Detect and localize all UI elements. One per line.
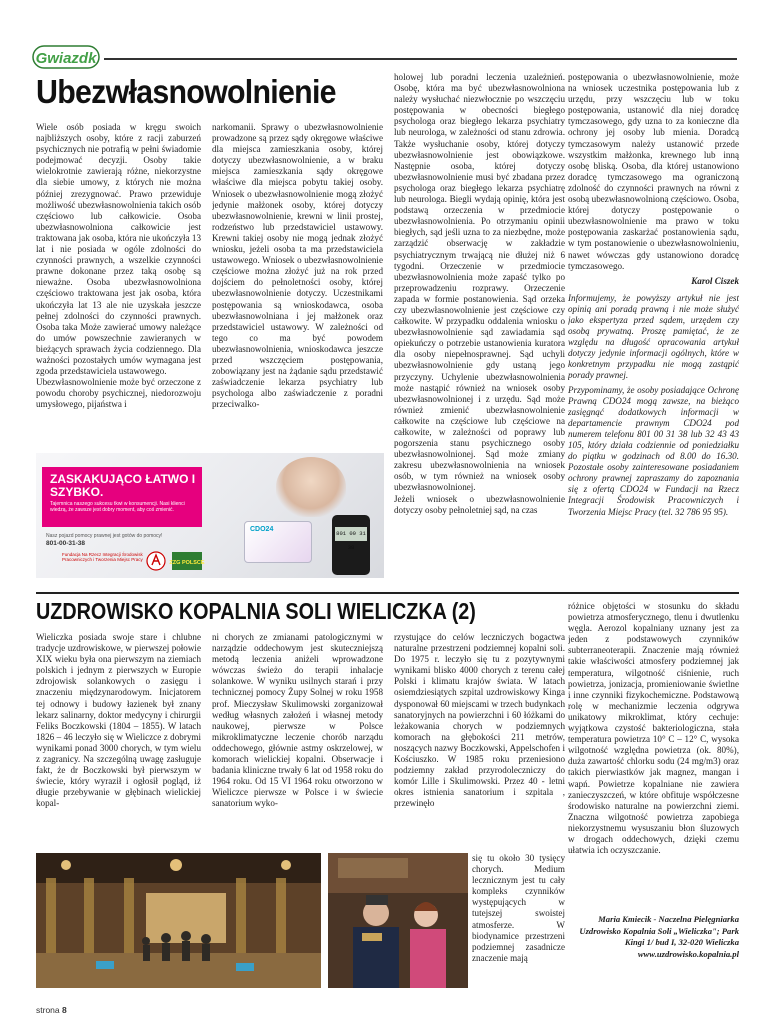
article2-title: UZDROWISKO KOPALNIA SOLI WIELICZKA (2) xyxy=(36,598,476,624)
article2-paragraph-4: się tu około 30 tysięcy chorych. Medium lecznicznym jest tu cały kompleks czynników występujących w tutejszej swoistej atmosferze. W biodynamice przestrzeni podziemnej zasadnicze znaczenie mają xyxy=(472,853,565,963)
signature-line-1: Maria Kmiecik - Naczelna Pielęgniarka xyxy=(598,914,739,924)
signature-line-3: Kingi 1/ bud I, 32-020 Wieliczka xyxy=(624,937,739,947)
signature-line-2: Uzdrowisko Kopalnia Soli „Wieliczka"; Park xyxy=(579,925,739,936)
section-divider xyxy=(36,592,739,594)
page-footer xyxy=(36,1005,67,1015)
article2-paragraph-3: rzystujące do celów leczniczych bogactwa naturalne przestrzeni podziemnej kopalni soli. Do 1975 r. leczyło się tu z pozytywnymi wynikami blisko 4000 chorych z terenu całej Polski i klimatu krajów świata. W latach osiemdziesiątych szpital uzdrowiskowy Kinga dysponował 60 miejscami w trzech budynkach sanatoryjnych na powierzchni i 60 łóżkami do leżakowania chorych w podziemnych komorach na głębokości 211 metrów, noszących nazwy Boczkowski, Appelschofen i Kościuszko. W 1985 roku przeniesiono podziemny zakład przyrodoleczniczy do komór Lille i Skulimowski. Przez 40 - letni okres istnienia sanatorium i szpitala , przewinęło xyxy=(394,632,565,809)
article-title: Ubezwłasnowolnienie xyxy=(36,73,336,110)
salt-mine-chamber-photo xyxy=(36,853,321,988)
article2-paragraph-2: ni chorych ze zmianami patologicznymi w narządzie oddechowym jest skuteczniejszą metodą leczenia aniżeli wprowadzone wówczas świeżo do terapii inhalacje solankowe. W wyniku usilnych starań i przy technicznej pomocy Żupy Solnej w roku 1958 prof. Mieczysław Skulimowski zorganizował według własnych założeń i własnej metody naukowej, pierwsze w Polsce mikroklimatyczne leczenie chorób narządu oddechowego, głównie astmy oskrzelowej, w komorach wielickiej kopalni. Obserwacje i badania kliniczne trwały 6 lat od 1958 roku do 1964 roku. Od 15 VI 1964 roku otworzono w Wieliczce pierwsze w Polsce i w świecie sanatorium wyko- xyxy=(212,632,383,809)
cdo24-card-image xyxy=(244,521,312,563)
article1-paragraph-1: Wiele osób posiada w kręgu swoich najbliższych osoby, które z racji zaburzeń psychicznych nie potrafią w pełni świadomie podejmować decyzji. Osoby takie wielokrotnie zawierają różne, niekorzystne dla siebie umowy, z których nie można później zrezygnować. Prawo przewiduje możliwość ubezwłasnowolnienia takich osób częściowo lub całkowicie. Osoba ubezwłasnowolniona całkowicie jest traktowana jak osoba, która nie ukończyła 13 lat i nie posiada w ogóle zdolności do czynności prawnych, a wszelkie czynności prawne dokonane przez taką osobę są nieważne. Osoba ubezwłasnowolniona częściowo traktowana jest jak osoba, która ukończyła lat 13 ale nie uzyskała jeszcze pełnej zdolności do czynności prawnych. Osoba taka Może zawierać umowy należące do umów powszechnie zawieranych w bieżących sprawach życia codziennego. Dla ważności pozostałych umów wymagana jest zgoda przedstawiciela ustawowego. xyxy=(36,122,201,377)
article2-column-2 xyxy=(212,632,383,850)
article1-author: Karol Ciszek xyxy=(691,275,739,286)
chamber-illustration xyxy=(36,853,321,988)
ad-help-text: Nasz pojazd pomocy prawnej jest gotów do pomocy! xyxy=(46,533,163,539)
article2-signature xyxy=(568,914,739,966)
article2-column-3b xyxy=(472,853,565,988)
article1-column-4 xyxy=(568,72,739,584)
ad-headline-box xyxy=(42,467,202,527)
article1-paragraph-5: Jeżeli wniosek o ubezwłasnowolnienie dotyczy osoby pełnoletniej sąd, na czas xyxy=(394,493,565,515)
legal-reminder: Przypominamy, że osoby posiadające Ochronę Prawną CDO24 mogą zawsze, na bieżąco zasięgnąć dodatkowych informacji w departamencie prawnym CDO24 pod numerem telefonu 801 00 31 38 lub 32 43 43 105, który działa codziennie od poniedziałku do piątku w godzinach od 8.00 do 16.30. Pozostałe osoby zainteresowane posiadaniem ochrony prawnej zapraszamy do zapoznania się z ofertą CDO24 w Fundacji na Rzecz Integracji Środowisk Pracowniczych i Tworzenia Miejsc Pracy (tel. 32 786 95 95). xyxy=(568,384,739,517)
ad-partner-logos xyxy=(146,549,206,573)
article1-paragraph-4: holowej lub poradni leczenia uzależnień. Osobę, która ma być ubezwłasnowolniona należy wysłuchać niezwłocznie po wszczęciu postępowania w obecności biegłego psychologa oraz biegłego lekarza psychiatry lub neurologa, w zależności od stanu zdrowia. Także wysłuchanie osoby, której dotyczy ubezwłasnowolnienie jest obowiązkowe. Następnie osoba, której dotyczy ubezwłasnowolnienie musi być zbadana przez psychologa oraz biegłego lekarza psychiatrę lub neurologa. Biegli wydają opinię, która jest podstawą orzeczenia w przedmiocie ubezwłasnowolnienia. Po otrzymaniu opinii biegłych, sąd jeśli uzna to za niezbędne, może zarządzić obserwację w zakładzie psychiatrycznym trwającą nie dłużej niż 6 tygodni. Orzeczenie w przedmiocie ubezwłasnowolnienia może zapaść tylko po przeprowadzeniu rozprawy. Orzeczenie zapada w formie postanowienia. Sąd orzeka czy ubezwłasnowolnienie jest częściowe czy całkowite. W przypadku oddalenia wniosku o ubezwłasnowolnienie sąd zawiadamia sąd opiekuńczy o potrzebie ustanowienia kuratora dla osoby niepełnosprawnej. Sąd uchyli ubezwłasnowolnienie gdy ustaną jego przyczyny. Uchylenie ubezwłasnowolnienia może nastąpić również na wniosek osoby ubezwłasnowolnionej i z urzędu. Sąd może również zmienić ubezwłasnowolnienie całkowite na częściowe lub częściowe na całkowite, w zależności od poprawy lub pogorszenia stanu psychicznego osoby ubezwłasnowolnionej. Sąd może zmiany zakresu ubezwłasnowolnienia na wniosek osób, w tym również na wniosek osoby ubezwłasnowolnionej. xyxy=(394,72,565,493)
article2-paragraph-5: różnice objętości w stosunku do składu powietrza atmosferycznego, tlenu i dwutlenku węgla. Aerozol kopalniany uznany jest za jeden z podstawowych czynników subterraneoterapii. Znaczenie mają również takie właściwości atmosfery podziemnej jak temperatura, wilgotność ciśnienie, ruch powietrza, jonizacja, promieniowanie świetlne i inne czynniki fizykochemiczne. Podstawową rolę w mechanizmie leczenia odgrywa unikatowy mikroklimat, który cechuje: wyjątkowa czystość bakteriologiczna, stała temperatura powietrza 10° C – 12° C, wysoka wilgotność względna powietrza (ok. 80%), duża zawartość chlorku sodu (24 mg/m3) oraz takich pierwiastków jak magnez, mangan i wapń. Powietrze kopalniane nie zawiera zanieczyszczeń, w które obfituje współczesne środowisko naturalne na powierzchni ziemi. Znaczna wilgotność powietrza zapobiega niekorzystnemu wysuszaniu błon śluzowych w drogach oddechowych, dzięki czemu ułatwia ich oczyszczanie. xyxy=(568,601,739,856)
article2-paragraph-1: Wieliczka posiada swoje stare i chlubne tradycje uzdrowiskowe, w pierwszej połowie XIX wieku była ona pierwszym na ziemiach polskich i jednym z pierwszych w Europie zdrojowisk solankowych o zasięgu i znaczeniu międzynarodowym. Inicjatorem tej odnowy i budowy łazienek był znany lekarz salinarny, doktor medycyny i chirurgii Feliks Boczkowski (1804 – 1855). W latach 1826 – 46 leczyło się w Wieliczce z dobrymi wynikami ponad 3000 chorych, w tym wielu z zagranicy. Na szczególną uwagę zasługuje fakt, że dr Boczkowski był pierwszym w świecie, który wyraził i ogłosił pogląd, iż długie przebywanie w głębinach wielickiej kopal- xyxy=(36,632,201,809)
ad-headline: ZASKAKUJĄCO ŁATWO I SZYBKO. xyxy=(50,472,196,499)
article1-paragraph-6: postępowania o ubezwłasnowolnienie, może na wniosek uczestnika postępowania lub z urzędu, przy wszczęciu lub w toku postępowania, ustanowić dla niej doradcę tymczasowego, gdy uzna to za konieczne dla ochrony jej osoby lub mienia. Doradcą tymczasowym należy ustanowić przede wszystkim małżonka, krewnego lub inną osobę bliską. Osoba, dla której ustanowiono doradcę tymczasowego ma ograniczoną zdolność do czynności prawnych na równi z osobą ubezwłasnowolnioną częściowo. Osoba, której dotyczy postępowanie o ubezwłasnowolnienie ma prawo w toku postępowania zaskarżać postanowienia sądu, w tym postanowienie o ubezwłasnowolnieniu, nawet wówczas gdy ustanowiono doradcę tymczasowego. xyxy=(568,72,739,271)
magazine-logo xyxy=(32,42,100,72)
article1-column-2 xyxy=(212,122,383,450)
page-number: 8 xyxy=(62,1005,67,1015)
article1-paragraph-2: Ubezwłasnowolnienie może być orzeczone z powodu choroby psychicznej, niedorozwoju umysłowego, pijaństwa i xyxy=(36,377,201,410)
footer-label: strona xyxy=(36,1005,60,1015)
miners-illustration xyxy=(328,853,468,988)
legal-disclaimer: Informujemy, że powyższy artykuł nie jest opinią ani poradą prawną i nie może służyć jako ekspertyza przed sądem, urzędem czy osobą prywatną. Proszę pamiętać, że ze względu na długość opracowania artykuł dotyczy jedynie informacji ogólnych, które w konkretnym przypadku nie mogą zastąpić porady prawnej. xyxy=(568,292,739,381)
signature-line-4: www.uzdrowisko.kopalnia.pl xyxy=(637,948,739,959)
cdo24-advertisement xyxy=(36,453,384,578)
phone-display: 801 00 31 38 xyxy=(335,527,367,541)
ad-phone-number: 801-00-31-38 xyxy=(46,540,86,547)
ad-foundation-name: Fundacja Na Rzecz Integracji Środowisk Pracowniczych i Tworzenia Miejsc Pracy xyxy=(62,552,143,562)
ad-subtext: Tajemnica naszego sukcesu tkwi w konsumencji. Nasi klienci wiedzą, że zawsze jest dobry moment, aby coś zmienić. xyxy=(50,501,185,513)
ad-logo-badge: ZZG POLSCE xyxy=(169,560,205,566)
ad-person-image xyxy=(276,457,346,517)
header-rule xyxy=(104,58,737,60)
article2-column-1 xyxy=(36,632,201,850)
article1-column-3 xyxy=(394,72,565,584)
logo-text: Gwiazdk xyxy=(35,50,97,67)
article2-column-4 xyxy=(568,601,739,911)
card-brand: CDO24 xyxy=(250,526,274,533)
article2-column-3 xyxy=(394,632,565,850)
article1-paragraph-3: narkomanii. Sprawy o ubezwłasnowolnienie prowadzone są przez sądy okręgowe właściwe dla miejsca zamieszkania osoby, której dotyczy ubezwłasnowolnienie, a w braku miejsca zamieszkania sądy okręgowe właściwe dla miejsca pobytu takiej osoby. Wniosek o ubezwłasnowolnienie mogą złożyć jedynie małżonek osoby, której dotyczy ubezwłasnowolnienie, krewni w linii prostej, rodzeństwo lub przedstawiciel ustawowy. Krewni takiej osoby nie mogą jednak złożyć wniosku, jeżeli osoba ta ma przedstawiciela ustawowego. Wniosek o ubezwłasnowolnienie częściowe można złożyć już na rok przed dojściem do pełnoletności osoby, której ubezwłasnowolnienie dotyczy. Uczestnikami postępowania są wnioskodawca, osoba ubezwłasnowolniana i jej małżonek oraz przedstawiciel ustawowy. W zależności od tego co ma być powodem ubezwłasnowolnienia, wnioskodawca jeszcze przed wszczęciem postępowania, zobowiązany jest na żądanie sądu przedstawić zaświadczenie lekarza psychiatry lub psychologa albo zaświadczenie z poradni przeciwalko- xyxy=(212,122,383,410)
mobile-phone-image xyxy=(332,515,370,575)
article1-column-1 xyxy=(36,122,201,450)
miners-photo xyxy=(328,853,468,988)
